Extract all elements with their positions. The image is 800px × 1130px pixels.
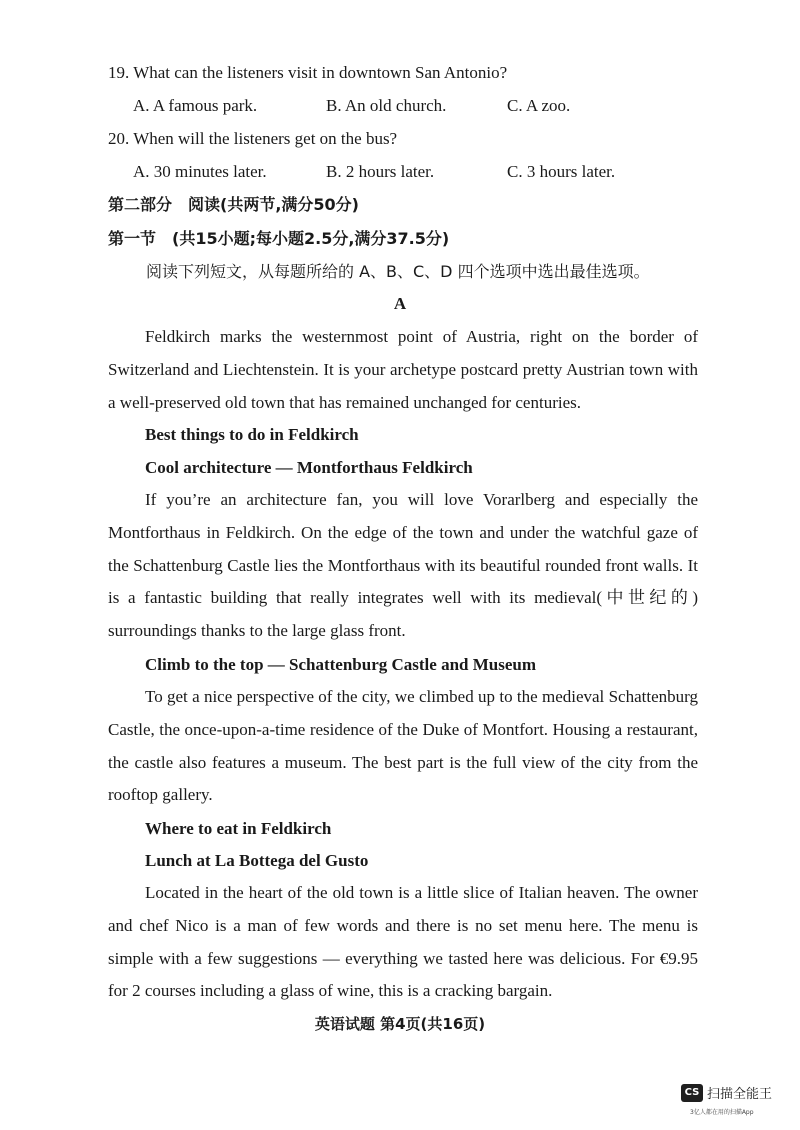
passage-label: A [393,294,407,313]
architecture-section [108,484,698,648]
climb-section [108,681,698,812]
reading-instruction: 阅读下列短文，从每题所给的 A、B、C、D 四个选项中选出最佳选项。 [146,262,650,281]
part2-heading: 第二部分 阅读(共两节,满分50分) [108,195,359,214]
heading-best-things: Best things to do in Feldkirch [145,425,359,444]
section1-heading: 第一节 (共15小题;每小题2.5分,满分37.5分) [108,229,450,248]
question-19-stem: 19. What can the listeners visit in downtown San Antonio? [108,63,508,82]
scanner-logo [681,1083,772,1102]
question-20-option-a: A. 30 minutes later. [133,162,267,181]
heading-lunch: Lunch at La Bottega del Gusto [145,851,369,870]
lunch-paragraph: Located in the heart of the old town is a little slice of Italian heaven. The owner and chef Nico is a man of few words and there is no set menu here. The menu is simple with a few suggestions — everything we tasted here was delicious. For €9.95 for 2 courses including a glass of wine, this is a cracking bargain. [108,883,698,1001]
heading-climb: Climb to the top — Schattenburg Castle and Museum [145,655,537,674]
passage-intro [108,321,698,419]
question-19-option-a: A. A famous park. [133,96,258,115]
intro-paragraph: Feldkirch marks the westernmost point of Austria, right on the border of Switzerland and Liechtenstein. It is your archetype postcard pretty Austrian town with a well-preserved old town that has remained unchanged for centuries. [108,327,698,412]
climb-paragraph: To get a nice perspective of the city, we climbed up to the medieval Schattenburg Castle, the once-upon-a-time residence of the Duke of Montfort. Housing a restaurant, the castle also features a museum. The best part is the full view of the city from the rooftop gallery. [108,687,698,805]
question-20-stem: 20. When will the listeners get on the bus? [108,129,398,148]
question-20-option-b: B. 2 hours later. [326,162,435,181]
heading-where-to-eat: Where to eat in Feldkirch [145,819,332,838]
scanner-tagline: 3亿人都在用的扫描App [690,1109,754,1116]
question-19-option-b: B. An old church. [326,96,447,115]
lunch-section [108,877,698,1008]
question-19-option-c: C. A zoo. [507,96,571,115]
page-footer: 英语试题 第4页(共16页) [314,1015,486,1033]
scanner-badge-icon: CS [681,1084,703,1102]
architecture-paragraph: If you’re an architecture fan, you will love Vorarlberg and especially the Montforthaus in Feldkirch. On the edge of the town and under the watchful gaze of the Schattenburg Castle lies the Montforthaus with its beautiful rounded front walls. It is a fantastic building that really integrates well with its medieval(中世纪的) surroundings thanks to the large glass front. [108,490,698,641]
question-20-option-c: C. 3 hours later. [507,162,616,181]
scanner-app-name: 扫描全能王 [707,1087,773,1102]
heading-architecture: Cool architecture — Montforthaus Feldkirch [145,458,473,477]
